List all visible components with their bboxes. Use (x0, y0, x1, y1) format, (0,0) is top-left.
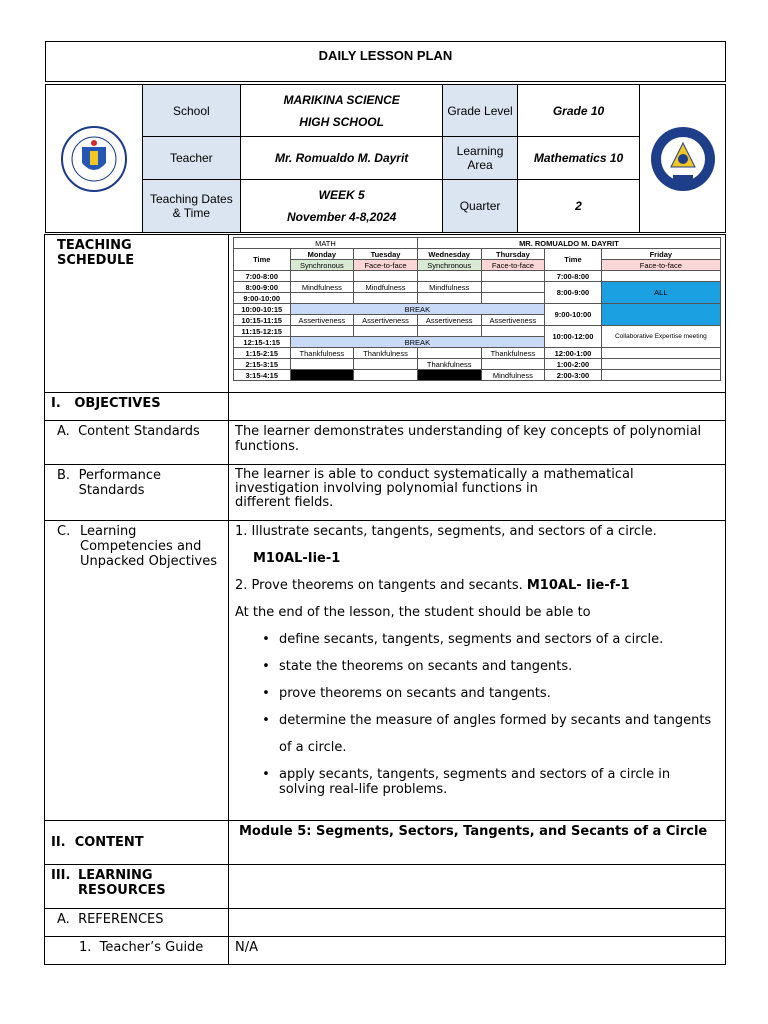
schedule-table: MATH MR. ROMUALDO M. DAYRIT Time Monday Tuesday Wednesday Thursday Time Friday Synchronous Face-to-face Synchronous Face-to-face Face-to-face 7:00-8:00 7:00-8:00 8:00-9:00 Mindfulness Mindfulness Mindfulness 8:00-9:00 ALL 9:00-10:00 10:00-10:15 BREAK 9:00-10:00 10:15-11:15 Assertiveness Assertiveness Assertiveness Assertiveness 11:15-12:15 10:00-12:00 Collaborative Expertise meeting 12:15-1:15 BREAK 1:15-2:15 Thankfulness Thankfulness Thankfulness 12:00-1:00 2:15-3:15 Thankfulness 1:00-2:00 3:15-4:15 Mindfulness 2:00-3:00 (233, 237, 721, 381)
schedule-row: 8:00-9:00 Mindfulness Mindfulness Mindfulness 8:00-9:00 ALL (234, 282, 721, 293)
content-heading: II. CONTENT (45, 821, 229, 865)
content-standards-label: A. Content Standards (45, 421, 229, 465)
schedule-row: 10:15-11:15 Assertiveness Assertiveness Assertiveness Assertiveness (234, 315, 721, 326)
objectives-heading: I. OBJECTIVES (45, 393, 229, 421)
deped-seal-icon (60, 125, 128, 193)
references-heading: A. REFERENCES (45, 909, 229, 937)
teachers-guide-label: 1. Teacher’s Guide (45, 937, 229, 965)
lesson-plan-title: DAILY LESSON PLAN (45, 41, 726, 82)
grade-level-label: Grade Level (443, 85, 517, 137)
teachers-guide-value: N/A (229, 937, 726, 965)
schedule-row: 3:15-4:15 Mindfulness 2:00-3:00 (234, 370, 721, 381)
schedule-cell (229, 235, 726, 393)
learning-area-label: Learning Area (443, 137, 517, 180)
teacher-value: Mr. Romualdo M. Dayrit (240, 137, 443, 180)
schedule-teacher: MR. ROMUALDO M. DAYRIT (417, 238, 720, 249)
objective-bullet: • define secants, tangents, segments and sectors of a circle. (262, 632, 664, 647)
content-standards-text: The learner demonstrates understanding of key concepts of polynomial functions. (229, 421, 726, 465)
schedule-row: 11:15-12:15 10:00-12:00 Collaborative Expertise meeting (234, 326, 721, 337)
schedule-row: 10:00-10:15 BREAK 9:00-10:00 (234, 304, 721, 315)
schedule-row: 7:00-8:00 7:00-8:00 (234, 271, 721, 282)
teaching-schedule-label: TEACHING SCHEDULE (45, 235, 229, 393)
teaching-dates-value: WEEK 5 November 4-8,2024 (240, 180, 443, 233)
grade-level-value: Grade 10 (517, 85, 640, 137)
schedule-row: 2:15-3:15 Thankfulness 1:00-2:00 (234, 359, 721, 370)
school-value: MARIKINA SCIENCE HIGH SCHOOL (240, 85, 443, 137)
performance-standards-label: B. Performance Standards (45, 465, 229, 521)
schedule-subject: MATH (234, 238, 418, 249)
performance-standards-text: The learner is able to conduct systematically a mathematical investigation involving polynomial functions in different fields. (229, 465, 726, 521)
lesson-plan-table (44, 234, 726, 965)
objective-bullet: • prove theorems on secants and tangents. (262, 686, 551, 701)
objective-bullet: • determine the measure of angles formed by secants and tangents (262, 713, 712, 728)
competencies-label: C. Learning Competencies and Unpacked Objectives (45, 521, 229, 821)
learning-area-value: Mathematics 10 (517, 137, 640, 180)
competencies-content: 1. Illustrate secants, tangents, segments, and sectors of a circle. M10AL-Iie-1 2. Prove theorems on tangents and secants. M10AL- Iie-f-1 At the end of the lesson, the student should be able to • define secants, tangents, segments and sectors of a circle. • state the theorems on secants and tangents. • prove theorems on secants and tangents. • determine the measure of angles formed by secants and tangents of a circle. • apply secants, tangents, segments and sectors of a circle in solving real-life problems. (229, 521, 726, 821)
teaching-dates-label: Teaching Dates & Time (142, 180, 240, 233)
school-seal-icon (649, 125, 717, 193)
schedule-row: 12:15-1:15 BREAK (234, 337, 721, 348)
school-seal-cell (640, 85, 726, 233)
content-module: Module 5: Segments, Sectors, Tangents, and Secants of a Circle (229, 821, 726, 865)
objective-bullet: • apply secants, tangents, segments and sectors of a circle in solving real-life problems. (262, 767, 671, 797)
teacher-label: Teacher (142, 137, 240, 180)
quarter-label: Quarter (443, 180, 517, 233)
school-label: School (142, 85, 240, 137)
deped-seal-cell (46, 85, 143, 233)
schedule-row: 1:15-2:15 Thankfulness Thankfulness Thankfulness 12:00-1:00 (234, 348, 721, 359)
schedule-row: 9:00-10:00 (234, 293, 721, 304)
quarter-value: 2 (517, 180, 640, 233)
objective-bullet: • state the theorems on secants and tangents. (262, 659, 573, 674)
header-table (45, 84, 726, 233)
learning-resources-heading: III. LEARNING RESOURCES (45, 865, 229, 909)
